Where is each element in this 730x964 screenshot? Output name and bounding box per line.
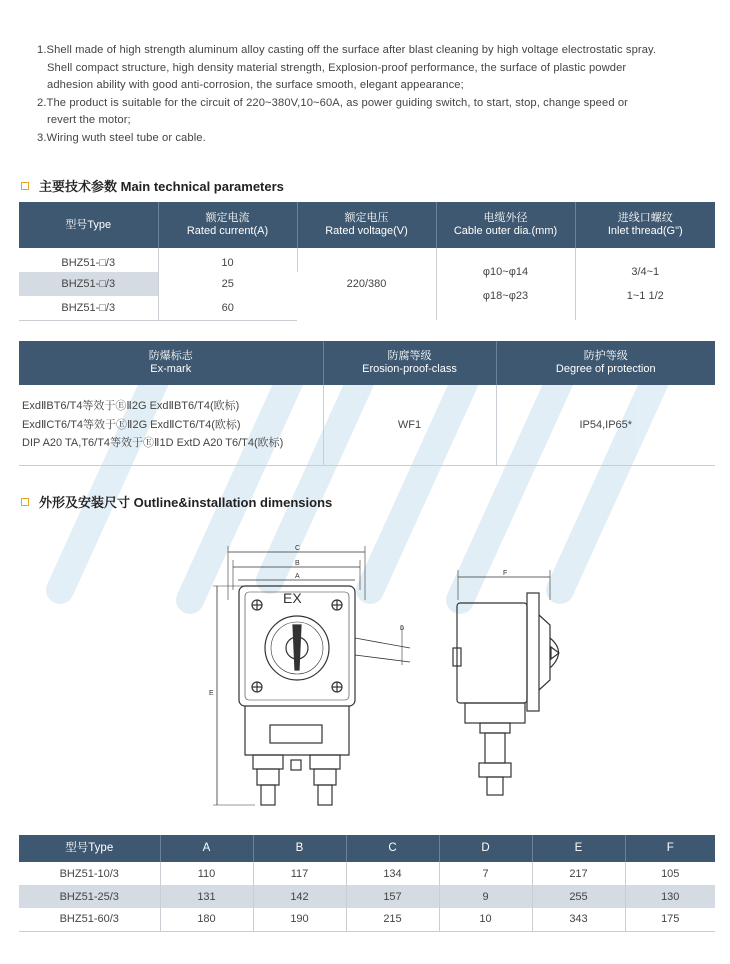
- cell-type: BHZ51-60/3: [19, 908, 160, 931]
- dim-label-d: D: [400, 626, 405, 632]
- cell-d: 7: [439, 862, 532, 885]
- intro-line: 3.Wiring wuth steel tube or cable.: [37, 131, 206, 144]
- header-type: 型号Type: [19, 202, 158, 248]
- intro-text: [37, 42, 717, 147]
- ex-label: EX: [283, 590, 302, 606]
- intro-line: 1.Shell made of high strength aluminum alloy casting off the surface after blast cleaning by high voltage electrostatic spray.: [37, 44, 657, 56]
- section-title-text: 主要技术参数 Main technical parameters: [39, 179, 284, 194]
- header-protection: 防护等级 Degree of protection: [496, 341, 715, 385]
- cell-ex-marks: ExdⅡBT6/T4等效于ⒺⅡ2G ExdⅡBT6/T4(欧标) ExdⅡCT6/T4等效于ⒺⅡ2G ExdⅡCT6/T4(欧标) DIP A20 TA,T6/T4等效于ⒺⅡ1D ExtD A20 T6/T4(欧标): [19, 385, 323, 465]
- intro-line: adhesion ability with good anti-corrosion, the surface smooth, elegant appearance;: [47, 79, 464, 91]
- header-b: B: [253, 835, 346, 862]
- ex-mark-table: [19, 341, 715, 466]
- cell-f: 175: [625, 908, 715, 931]
- dim-label-c: C: [295, 545, 301, 552]
- table-header-row: [19, 341, 715, 385]
- outline-drawing: [195, 530, 575, 815]
- header-rated-voltage: 额定电压 Rated voltage(V): [297, 202, 436, 248]
- technical-parameters-table: [19, 202, 715, 321]
- cell-current: 10: [158, 248, 297, 272]
- cell-c: 134: [346, 862, 439, 885]
- header-e: E: [532, 835, 625, 862]
- table-row: [19, 908, 715, 931]
- header-inlet-thread: 进线口螺纹 Inlet thread(G"): [575, 202, 715, 248]
- cell-b: 117: [253, 862, 346, 885]
- cell-f: 105: [661, 867, 680, 880]
- cell-a: 110: [160, 862, 253, 885]
- cell-current: 25: [221, 278, 234, 290]
- cell-cable: φ10~φ14 φ18~φ23: [436, 248, 575, 320]
- cell-type: BHZ51-□/3: [19, 272, 158, 296]
- header-erosion-class: 防腐等级 Erosion-proof-class: [323, 341, 496, 385]
- bullet-box-icon: [21, 498, 29, 506]
- dim-label-f: F: [503, 570, 508, 577]
- table-header-row: [19, 835, 715, 862]
- table-row: [19, 885, 715, 908]
- section-title-dimensions: [21, 492, 332, 511]
- cell-thread: 3/4~1 1~1 1/2: [626, 266, 664, 302]
- cell-erosion: WF1: [323, 385, 496, 465]
- cell-f: 130: [661, 890, 680, 903]
- table-row: [19, 385, 715, 465]
- header-c: C: [346, 835, 439, 862]
- cell-c: 215: [346, 908, 439, 931]
- cell-b: 190: [253, 908, 346, 931]
- header-ex-mark: 防爆标志 Ex-mark: [19, 341, 323, 385]
- cell-type: BHZ51-25/3: [19, 885, 160, 908]
- cell-a: 131: [160, 885, 253, 908]
- intro-line: 2.The product is suitable for the circuit of 220~380V,10~60A, as power guiding switch, to start, stop, change speed or: [37, 96, 629, 109]
- bullet-box-icon: [21, 182, 29, 190]
- dim-label-a: A: [295, 573, 300, 580]
- cell-a: 180: [160, 908, 253, 931]
- cell-e: 343: [532, 908, 625, 931]
- cell-e: 255: [532, 885, 625, 908]
- dim-label-e: E: [209, 690, 214, 697]
- cell-c: 157: [346, 885, 439, 908]
- cell-protection: IP54,IP65*: [496, 385, 715, 465]
- table-header-row: [19, 202, 715, 248]
- header-d: D: [439, 835, 532, 862]
- table-row: [19, 862, 715, 885]
- cell-b: 142: [253, 885, 346, 908]
- header-type: 型号Type: [19, 835, 160, 862]
- cell-current: 60: [158, 296, 297, 320]
- intro-line: revert the motor;: [47, 114, 131, 126]
- cell-d: 9: [439, 885, 532, 908]
- header-rated-current: 额定电流 Rated current(A): [158, 202, 297, 248]
- section-title-text: 外形及安装尺寸 Outline&installation dimensions: [39, 495, 333, 510]
- cell-type: BHZ51-□/3: [19, 296, 158, 320]
- cell-d: 10: [439, 908, 532, 931]
- header-a: A: [160, 835, 253, 862]
- section-title-parameters: [21, 176, 284, 195]
- dimensions-table: [19, 835, 715, 932]
- cell-voltage: 220/380: [297, 248, 436, 320]
- cell-e: 217: [532, 862, 625, 885]
- cell-type: BHZ51-□/3: [19, 248, 158, 272]
- header-f: F: [625, 835, 715, 862]
- cell-type: BHZ51-10/3: [19, 862, 160, 885]
- intro-line: Shell compact structure, high density material strength, Explosion-proof performance, the surface of plastic powder: [47, 61, 627, 74]
- table-row: [19, 248, 715, 272]
- header-cable-dia: 电缆外径 Cable outer dia.(mm): [436, 202, 575, 248]
- dim-label-b: B: [295, 560, 300, 567]
